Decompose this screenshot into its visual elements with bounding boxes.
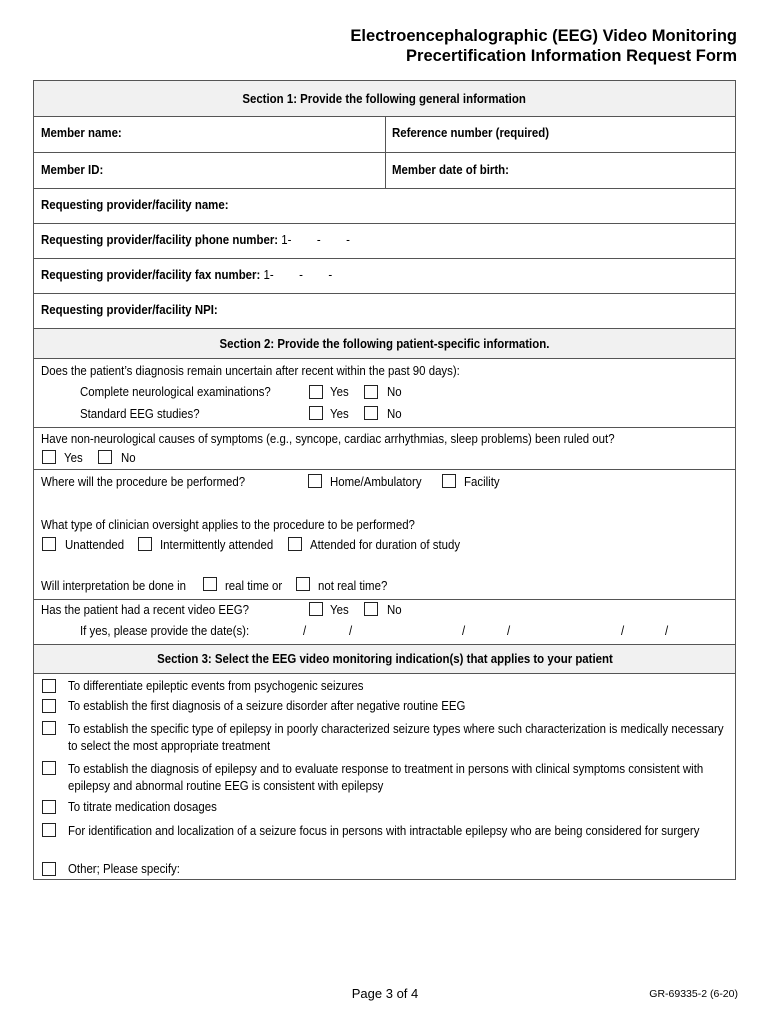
q1a-yes-checkbox[interactable] <box>309 385 323 399</box>
q1b-no-checkbox[interactable] <box>364 406 378 420</box>
q6-yes-checkbox[interactable] <box>309 602 323 616</box>
q3-procedure-location: Where will the procedure be performed? <box>41 474 246 489</box>
provider-fax-value[interactable]: 1- - - <box>263 267 333 282</box>
q4-attended-label: Attended for duration of study <box>310 537 461 552</box>
provider-phone-row <box>41 232 350 247</box>
q4-intermittent-label: Intermittently attended <box>160 537 274 552</box>
form-title-line1: Electroencephalographic (EEG) Video Monitoring <box>350 27 737 45</box>
q1a-no-label: No <box>387 384 402 399</box>
section3-header: Section 3: Select the EEG video monitoring indication(s) that applies to your patient <box>156 651 613 666</box>
date2-slash1: / <box>462 623 466 638</box>
q6-no-checkbox[interactable] <box>364 602 378 616</box>
q4-unattended-checkbox[interactable] <box>42 537 56 551</box>
q4-attended-checkbox[interactable] <box>288 537 302 551</box>
member-name-label: Member name: <box>41 125 122 140</box>
q2-no-checkbox[interactable] <box>98 450 112 464</box>
date3-slash1: / <box>621 623 625 638</box>
indication-checkbox-1[interactable] <box>42 679 56 693</box>
reference-number-label: Reference number (required) <box>392 125 550 140</box>
q6-yes-label: Yes <box>330 602 349 617</box>
q1b-standard-eeg: Standard EEG studies? <box>80 406 200 421</box>
q1a-yes-label: Yes <box>330 384 349 399</box>
q1a-no-checkbox[interactable] <box>364 385 378 399</box>
provider-phone-label: Requesting provider/facility phone number: <box>41 232 279 247</box>
q6-dates-label: If yes, please provide the date(s): <box>80 623 250 638</box>
indication-checkbox-2[interactable] <box>42 699 56 713</box>
indication-checkbox-5[interactable] <box>42 800 56 814</box>
q4-unattended-label: Unattended <box>65 537 125 552</box>
date2-slash2: / <box>507 623 511 638</box>
member-dob-label: Member date of birth: <box>392 162 509 177</box>
provider-phone-value[interactable]: 1- - - <box>281 232 350 247</box>
q6-recent-video-eeg: Has the patient had a recent video EEG? <box>41 602 249 617</box>
q3-facility-label: Facility <box>464 474 500 489</box>
member-id-label: Member ID: <box>41 162 104 177</box>
q4-clinician-oversight: What type of clinician oversight applies to the procedure to be performed? <box>41 517 415 532</box>
q5-realtime-checkbox[interactable] <box>203 577 217 591</box>
section2-header: Section 2: Provide the following patient-specific information. <box>219 336 550 351</box>
provider-npi-label: Requesting provider/facility NPI: <box>41 302 218 317</box>
q2-no-label: No <box>121 450 136 465</box>
q1a-neuro-exam: Complete neurological examinations? <box>80 384 271 399</box>
q1-diagnosis-uncertain: Does the patient’s diagnosis remain uncertain after recent within the past 90 days): <box>41 363 460 378</box>
indication-checkbox-4[interactable] <box>42 761 56 775</box>
date1-slash1: / <box>303 623 307 638</box>
date1-slash2: / <box>349 623 353 638</box>
q5-interpretation: Will interpretation be done in <box>41 578 186 593</box>
indication-checkbox-3[interactable] <box>42 721 56 735</box>
indication-label-6: For identification and localization of a seizure focus in persons with intractable epilepsy who are being considered for surgery <box>68 823 700 838</box>
indication-label-3: To establish the specific type of epilepsy in poorly characterized seizure types where such characterization is medically necessary to select the most appropriate treatment <box>68 721 724 753</box>
q2-yes-checkbox[interactable] <box>42 450 56 464</box>
page-number: Page 3 of 4 <box>351 986 419 1001</box>
provider-name-label: Requesting provider/facility name: <box>41 197 229 212</box>
q3-home-label: Home/Ambulatory <box>330 474 422 489</box>
form-code: GR-69335-2 (6-20) <box>649 988 738 1000</box>
form-title <box>350 26 737 66</box>
precert-form <box>33 80 736 880</box>
indication-label-1: To differentiate epileptic events from psychogenic seizures <box>68 678 364 693</box>
q3-home-checkbox[interactable] <box>308 474 322 488</box>
provider-fax-label: Requesting provider/facility fax number: <box>41 267 261 282</box>
date3-slash2: / <box>665 623 669 638</box>
q2-non-neurological: Have non-neurological causes of symptoms (e.g., syncope, cardiac arrhythmias, sleep problems) been ruled out? <box>41 431 615 446</box>
q1b-yes-label: Yes <box>330 406 349 421</box>
q5-not-realtime-checkbox[interactable] <box>296 577 310 591</box>
indication-checkbox-7[interactable] <box>42 862 56 876</box>
indication-label-2: To establish the first diagnosis of a seizure disorder after negative routine EEG <box>68 698 466 713</box>
q5-realtime-label: real time or <box>225 578 283 593</box>
indication-label-7: Other; Please specify: <box>68 861 180 876</box>
section1-header: Section 1: Provide the following general information <box>242 91 527 106</box>
provider-fax-row <box>41 267 332 282</box>
q1b-yes-checkbox[interactable] <box>309 406 323 420</box>
indication-label-4: To establish the diagnosis of epilepsy and to evaluate response to treatment in persons with clinical symptoms consistent with epilepsy and abnormal routine EEG is consistent with epilepsy <box>68 761 704 793</box>
form-title-line2: Precertification Information Request Form <box>406 47 737 65</box>
q6-no-label: No <box>387 602 402 617</box>
q2-yes-label: Yes <box>64 450 83 465</box>
q5-not-realtime-label: not real time? <box>318 578 388 593</box>
q1b-no-label: No <box>387 406 402 421</box>
q3-facility-checkbox[interactable] <box>442 474 456 488</box>
q4-intermittent-checkbox[interactable] <box>138 537 152 551</box>
indication-checkbox-6[interactable] <box>42 823 56 837</box>
indication-label-5: To titrate medication dosages <box>68 799 217 814</box>
